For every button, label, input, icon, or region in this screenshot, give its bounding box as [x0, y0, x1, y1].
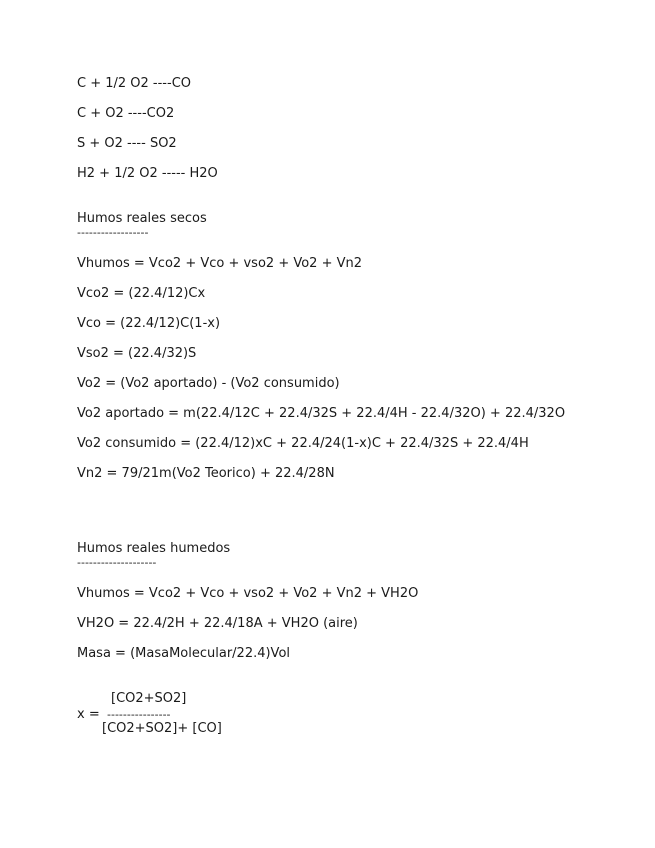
equation-vco: Vco = (22.4/12)C(1-x)	[77, 316, 221, 331]
wet-section-heading: Humos reales humedos	[77, 541, 231, 556]
fraction-numerator: [CO2+SO2]	[111, 691, 187, 706]
wet-section-underline: --------------------	[77, 556, 157, 569]
reaction-h2o: H2 + 1/2 O2 ----- H2O	[77, 166, 218, 181]
equation-vso2: Vso2 = (22.4/32)S	[77, 346, 197, 361]
equation-vh2o: VH2O = 22.4/2H + 22.4/18A + VH2O (aire)	[77, 616, 358, 631]
fraction-bar: ----------------	[107, 708, 171, 721]
equation-vo2-consumido: Vo2 consumido = (22.4/12)xC + 22.4/24(1-x)C + 22.4/32S + 22.4/4H	[77, 436, 529, 451]
equation-vhumos-dry: Vhumos = Vco2 + Vco + vso2 + Vo2 + Vn2	[77, 256, 363, 271]
equation-vo2: Vo2 = (Vo2 aportado) - (Vo2 consumido)	[77, 376, 340, 391]
dry-section-heading: Humos reales secos	[77, 211, 207, 226]
equation-vo2-aportado: Vo2 aportado = m(22.4/12C + 22.4/32S + 22.4/4H - 22.4/32O) + 22.4/32O	[77, 406, 566, 421]
dry-section-underline: ------------------	[77, 226, 149, 239]
reaction-so2: S + O2 ---- SO2	[77, 136, 177, 151]
equation-vhumos-wet: Vhumos = Vco2 + Vco + vso2 + Vo2 + Vn2 + VH2O	[77, 586, 419, 601]
equation-vco2: Vco2 = (22.4/12)Cx	[77, 286, 206, 301]
equation-masa: Masa = (MasaMolecular/22.4)Vol	[77, 646, 291, 661]
fraction-prefix: x =	[77, 707, 100, 722]
fraction-denominator: [CO2+SO2]+ [CO]	[102, 721, 222, 736]
equation-vn2: Vn2 = 79/21m(Vo2 Teorico) + 22.4/28N	[77, 466, 335, 481]
reaction-co: C + 1/2 O2 ----CO	[77, 76, 191, 91]
reaction-co2: C + O2 ----CO2	[77, 106, 175, 121]
